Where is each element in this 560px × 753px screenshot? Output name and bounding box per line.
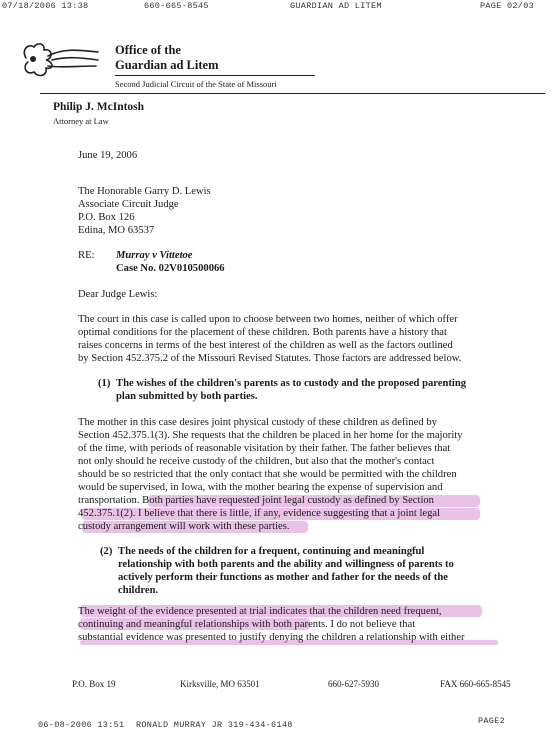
recipient-line-2: Associate Circuit Judge <box>78 199 179 210</box>
recipient-line-3: P.O. Box 126 <box>78 212 135 223</box>
re-case-number: Case No. 02V010500066 <box>116 263 225 274</box>
para2-line: The mother in this case desires joint physical custody of these children as defined by <box>78 417 437 428</box>
heading1-line-1: The wishes of the children's parents as to custody and the proposed parenting <box>116 378 467 389</box>
para2-line: 452.375.1(2). I believe that there is little, if any, evidence suggesting that a joint legal <box>78 508 441 519</box>
fax-header-sender: GUARDIAN AD LITEM <box>290 1 382 11</box>
heading2-line-2: relationship with both parents and the ability and willingness of parents to <box>118 559 454 570</box>
heading1-line-2: plan submitted by both parties. <box>116 391 258 402</box>
heading2-line-1: The needs of the children for a frequent, continuing and meaningful <box>118 546 425 557</box>
footer-phone: 660-627-5930 <box>328 679 379 689</box>
letterhead-divider <box>40 93 545 94</box>
footer-fax: FAX 660-665-8545 <box>440 679 511 689</box>
re-case-name: Murray v Vittetoe <box>116 250 193 261</box>
para3-line: substantial evidence was presented to justify denying the children a relationship with either <box>78 632 465 643</box>
attorney-name: Philip J. McIntosh <box>53 101 145 113</box>
para1-line: optimal conditions for the placement of these children. Both parents have a history that <box>78 327 447 338</box>
office-line-1: Office of the <box>115 43 181 57</box>
guardian-logo-icon <box>18 38 100 82</box>
recipient-line-1: The Honorable Garry D. Lewis <box>78 186 211 197</box>
recipient-line-4: Edina, MO 63537 <box>78 225 155 236</box>
office-line-2: Guardian ad Litem <box>115 58 219 72</box>
fax-header-datetime: 07/18/2006 13:38 <box>2 1 89 11</box>
fax-header-phone: 660-665-8545 <box>144 1 209 11</box>
para1-line: by Section 452.375.2 of the Missouri Revised Statutes. Those factors are addressed below. <box>78 353 462 364</box>
para2-line: Section 452.375.1(3). She requests that the children be placed in her home for the majority <box>78 430 463 441</box>
footer-po-box: P.O. Box 19 <box>72 679 116 689</box>
footer-city: Kirksville, MO 63501 <box>180 679 260 689</box>
salutation: Dear Judge Lewis: <box>78 289 158 300</box>
circuit-line: Second Judicial Circuit of the State of Missouri <box>115 79 277 89</box>
para2-line: of the time, with periods of reasonable visitation by their father. The father believes that <box>78 443 451 454</box>
letterhead-rule <box>115 75 315 76</box>
para1-line: raises concerns in terms of the best interest of the children as well as the factors outlined <box>78 340 453 351</box>
fax-footer-sender: RONALD MURRAY JR 319-434-6148 <box>136 720 293 730</box>
para3-line: The weight of the evidence presented at trial indicates that the children need frequent, <box>78 606 442 617</box>
fax-footer-datetime: 06-08-2006 13:51 <box>38 720 125 730</box>
para2-line: custody arrangement will work with these parties. <box>78 521 290 532</box>
heading2-line-3: actively perform their functions as mother and father for the needs of the <box>118 572 448 583</box>
fax-header-page: PAGE 02/03 <box>480 1 535 11</box>
para2-line: would be supervised, in Iowa, with the mother bearing the expense of supervision and <box>78 482 443 493</box>
letter-date: June 19, 2006 <box>78 150 138 161</box>
para2-line: should be so restricted that the only contact that she would be permitted with the children <box>78 469 457 480</box>
fax-footer-page: PAGE2 <box>478 716 506 726</box>
para1-line: The court in this case is called upon to choose between two homes, neither of which offer <box>78 314 458 325</box>
heading2-line-4: children. <box>118 585 159 596</box>
para2-line: transportation. Both parties have requested joint legal custody as defined by Section <box>78 495 434 506</box>
para3-line: continuing and meaningful relationships with both parents. I do not believe that <box>78 619 416 630</box>
re-label: RE: <box>78 250 95 261</box>
para2-line: not only should he receive custody of the children, but also that the mother's contact <box>78 456 435 467</box>
heading1-number: (1) <box>98 378 111 389</box>
heading2-number: (2) <box>100 546 113 557</box>
attorney-title: Attorney at Law <box>53 116 109 126</box>
